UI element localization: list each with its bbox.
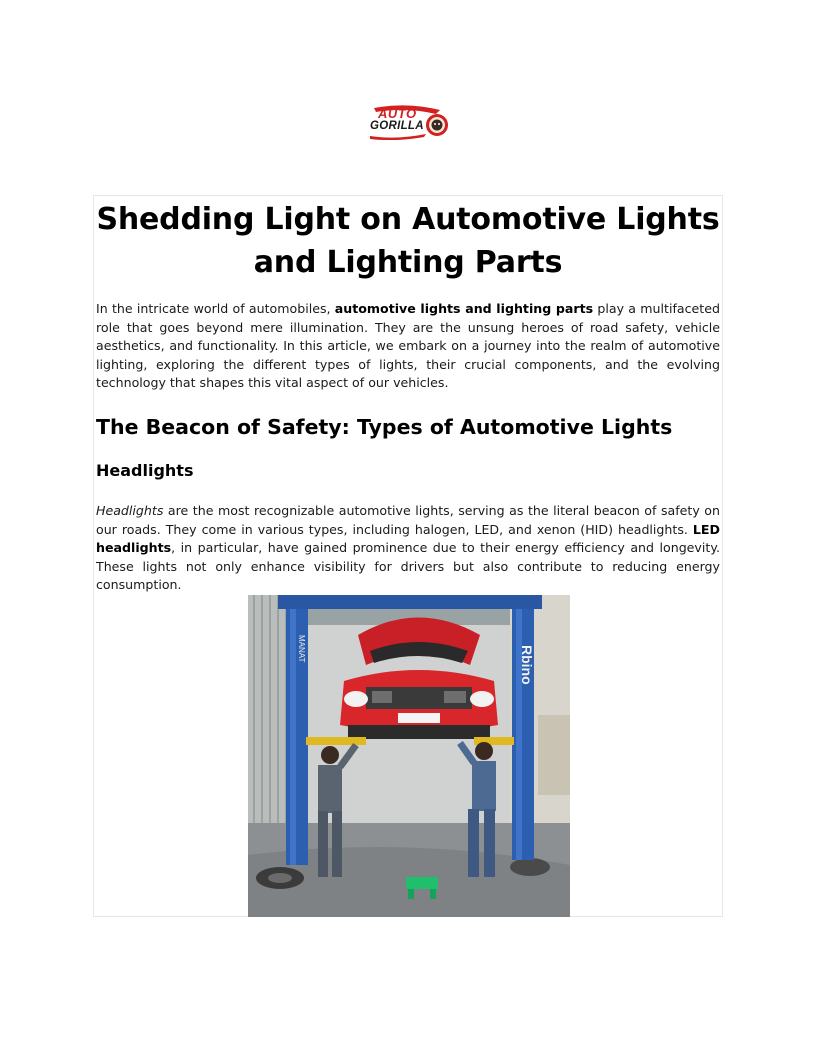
section-heading: The Beacon of Safety: Types of Automotive Lights: [96, 415, 673, 439]
headlights-paragraph: [96, 502, 720, 595]
headlights-italic-term: Headlights: [96, 503, 164, 518]
logo-auto-text: AUTO: [378, 106, 417, 121]
car-on-lift-photo: [248, 595, 570, 917]
headlights-text-part2: , in particular, have gained prominence due to their energy efficiency and longevity. These lights not only enhance visibility for drivers but also contribute to reducing energy consumption.: [96, 540, 720, 592]
autogorilla-logo: [366, 104, 452, 140]
headlights-text-part1: are the most recognizable automotive lights, serving as the literal beacon of safety on our roads. They come in various types, including halogen, LED, and xenon (HID) headlights.: [96, 503, 720, 537]
intro-text-before: In the intricate world of automobiles,: [96, 301, 335, 316]
intro-text-after: play a multifaceted role that goes beyond mere illumination. They are the unsung heroes of road safety, vehicle aesthetics, and functionality. In this article, we embark on a journey into the realm of automotive lighting, exploring the different types of lights, their crucial components, and the evolving technology that shapes this vital aspect of our vehicles.: [96, 301, 720, 390]
lift-label-right: Rbino: [519, 645, 535, 685]
led-headlights-bold: LED headlights: [96, 521, 720, 555]
article-title: Shedding Light on Automotive Lights and Lighting Parts: [96, 202, 720, 280]
subsection-heading-headlights: Headlights: [96, 461, 194, 480]
lift-label-left: MANAT: [297, 635, 306, 663]
logo-gorilla-text: GORILLA: [370, 120, 424, 132]
intro-bold-keyword: automotive lights and lighting parts: [334, 301, 594, 316]
intro-paragraph: [96, 300, 720, 393]
